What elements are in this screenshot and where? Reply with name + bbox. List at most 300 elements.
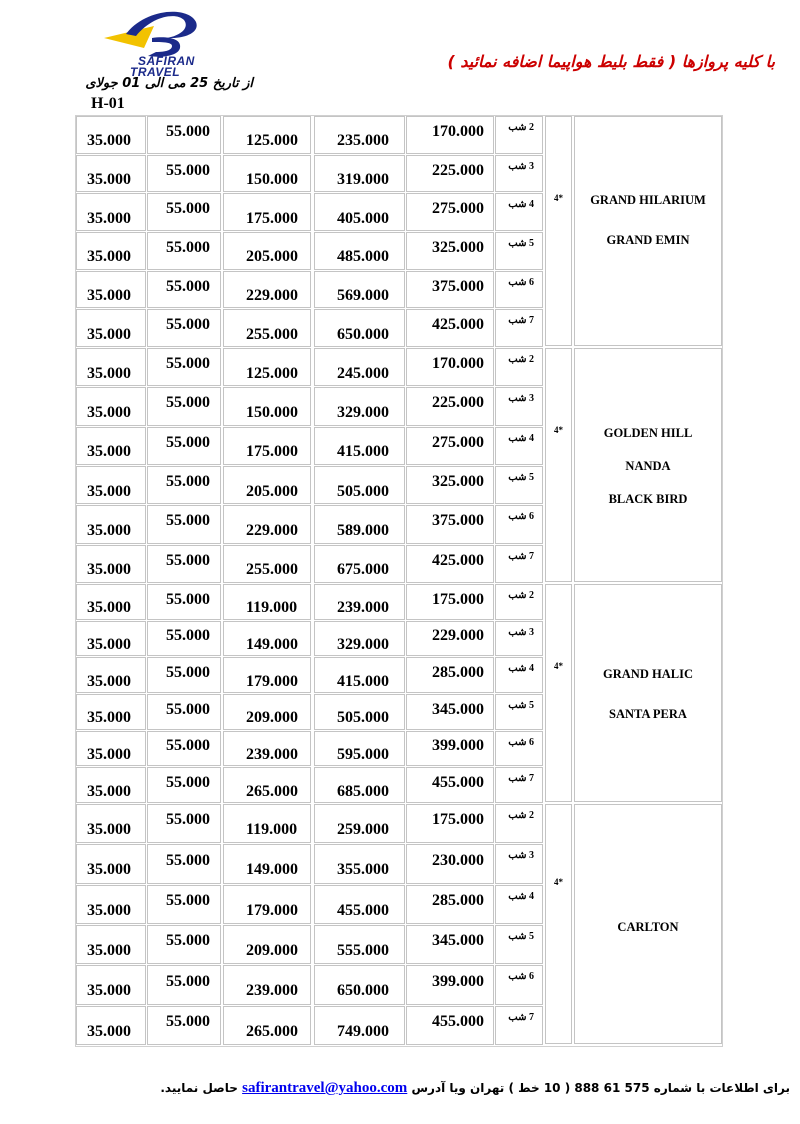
price-value: 35.000 [87, 132, 131, 150]
nights-cell [495, 767, 543, 803]
price-value: 35.000 [87, 209, 131, 227]
hotel-name: GRAND EMIN [606, 233, 690, 247]
price-value: 239.000 [337, 599, 389, 617]
price-value: 749.000 [337, 1022, 389, 1040]
price-cell [76, 621, 146, 657]
logo-blue-arc-shape [126, 12, 197, 38]
price-cell [76, 155, 146, 193]
price-value: 505.000 [337, 709, 389, 727]
price-cell [314, 155, 405, 193]
price-value: 415.000 [337, 443, 389, 461]
star-rating: 4* [554, 425, 563, 435]
price-value: 55.000 [166, 932, 210, 950]
date-range: از تاریخ 25 می الی 01 جولای [85, 76, 253, 91]
price-cell [147, 466, 221, 504]
price-cell [406, 387, 494, 425]
price-value: 170.000 [432, 355, 484, 373]
price-cell [76, 271, 146, 309]
star-rating: 4* [554, 877, 563, 887]
price-cell [147, 694, 221, 730]
price-value: 265.000 [246, 1022, 298, 1040]
price-cell [314, 309, 405, 347]
price-cell [223, 844, 311, 883]
nights-label: 3 شب [508, 850, 534, 862]
price-value: 225.000 [432, 394, 484, 412]
price-value: 35.000 [87, 820, 131, 838]
price-value: 125.000 [246, 364, 298, 382]
nights-cell [495, 1006, 543, 1045]
price-cell [76, 387, 146, 425]
price-value: 229.000 [432, 627, 484, 645]
price-cell [76, 657, 146, 693]
price-cell [76, 804, 146, 843]
price-cell [314, 694, 405, 730]
price-value: 650.000 [337, 982, 389, 1000]
nights-cell [495, 505, 543, 543]
price-cell [314, 885, 405, 924]
nights-cell [495, 925, 543, 964]
price-cell [406, 348, 494, 386]
hotel-names-cell [574, 348, 722, 582]
price-value: 209.000 [246, 709, 298, 727]
price-value: 255.000 [246, 325, 298, 343]
price-value: 55.000 [166, 238, 210, 256]
price-value: 455.000 [432, 773, 484, 791]
nights-cell [495, 427, 543, 465]
price-cell [314, 844, 405, 883]
price-cell [76, 731, 146, 767]
price-value: 325.000 [432, 238, 484, 256]
price-value: 55.000 [166, 473, 210, 491]
price-cell [314, 116, 405, 154]
price-value: 55.000 [166, 891, 210, 909]
price-cell [406, 271, 494, 309]
price-value: 245.000 [337, 364, 389, 382]
price-cell [223, 466, 311, 504]
price-value: 275.000 [432, 433, 484, 451]
price-value: 35.000 [87, 672, 131, 690]
nights-label: 3 شب [508, 626, 534, 638]
price-value: 229.000 [246, 521, 298, 539]
nights-label: 5 شب [508, 238, 534, 249]
price-cell [223, 767, 311, 803]
hotel-name: BLACK BIRD [608, 492, 688, 506]
price-value: 35.000 [87, 636, 131, 654]
price-value: 255.000 [246, 561, 298, 579]
price-value: 589.000 [337, 521, 389, 539]
price-cell [314, 505, 405, 543]
price-value: 55.000 [166, 355, 210, 373]
price-value: 35.000 [87, 861, 131, 879]
price-cell [147, 427, 221, 465]
price-value: 455.000 [337, 901, 389, 919]
price-cell [147, 309, 221, 347]
price-cell [406, 657, 494, 693]
nights-cell [495, 584, 543, 620]
price-cell [147, 767, 221, 803]
price-value: 275.000 [432, 200, 484, 218]
price-cell [147, 271, 221, 309]
price-cell [223, 694, 311, 730]
price-value: 170.000 [432, 122, 484, 140]
nights-cell [495, 116, 543, 154]
star-rating-cell [545, 584, 572, 802]
footer-text-before: برای اطلاعات با شماره 575 61 888 ( 10 خط ) تهران ویا آدرس [411, 1081, 790, 1095]
price-cell [76, 193, 146, 231]
price-cell [147, 193, 221, 231]
price-value: 55.000 [166, 394, 210, 412]
price-value: 425.000 [432, 551, 484, 569]
price-value: 239.000 [246, 746, 298, 764]
price-cell [223, 505, 311, 543]
price-cell [314, 804, 405, 843]
price-cell [406, 694, 494, 730]
nights-cell [495, 155, 543, 193]
price-value: 119.000 [246, 599, 298, 617]
price-value: 35.000 [87, 782, 131, 800]
price-cell [314, 232, 405, 270]
price-value: 55.000 [166, 590, 210, 608]
price-value: 55.000 [166, 972, 210, 990]
star-rating-cell [545, 116, 572, 346]
star-rating: 4* [554, 661, 563, 671]
price-cell [223, 804, 311, 843]
price-cell [147, 885, 221, 924]
price-cell [223, 965, 311, 1004]
nights-cell [495, 621, 543, 657]
price-value: 150.000 [246, 403, 298, 421]
price-cell [147, 505, 221, 543]
price-cell [76, 767, 146, 803]
price-cell [314, 731, 405, 767]
price-value: 55.000 [166, 773, 210, 791]
price-value: 35.000 [87, 286, 131, 304]
email-link[interactable]: safirantravel@yahoo.com [242, 1080, 408, 1096]
footer-text-after: حاصل نمایید. [160, 1081, 238, 1095]
price-cell [223, 731, 311, 767]
price-value: 555.000 [337, 941, 389, 959]
nights-label: 2 شب [508, 354, 534, 365]
flight-notice: با کلیه پروازها ( فقط بلیط هواپیما اضافه نمائید ) [447, 52, 775, 71]
price-cell [314, 545, 405, 583]
price-value: 685.000 [337, 782, 389, 800]
package-code: H-01 [91, 95, 125, 112]
price-value: 35.000 [87, 599, 131, 617]
price-value: 35.000 [87, 248, 131, 266]
hotel-names-cell [574, 584, 722, 802]
nights-cell [495, 387, 543, 425]
nights-cell [495, 466, 543, 504]
price-cell [223, 155, 311, 193]
price-value: 235.000 [337, 132, 389, 150]
price-cell [314, 466, 405, 504]
nights-label: 2 شب [508, 590, 534, 601]
nights-label: 5 شب [508, 472, 534, 483]
price-value: 399.000 [432, 737, 484, 755]
price-cell [147, 731, 221, 767]
price-value: 35.000 [87, 325, 131, 343]
price-cell [147, 925, 221, 964]
price-value: 55.000 [166, 1012, 210, 1030]
hotel-name: CARLTON [617, 920, 679, 934]
price-value: 225.000 [432, 161, 484, 179]
price-cell [76, 584, 146, 620]
star-rating-cell [545, 804, 572, 1044]
price-cell [147, 155, 221, 193]
nights-cell [495, 844, 543, 883]
nights-label: 3 شب [508, 393, 534, 405]
price-value: 55.000 [166, 277, 210, 295]
price-value: 230.000 [432, 851, 484, 869]
price-cell [76, 116, 146, 154]
price-cell [223, 584, 311, 620]
nights-cell [495, 348, 543, 386]
nights-label: 7 شب [508, 1011, 534, 1023]
price-value: 205.000 [246, 248, 298, 266]
price-value: 285.000 [432, 891, 484, 909]
price-cell [76, 466, 146, 504]
price-value: 175.000 [432, 811, 484, 829]
price-table [75, 115, 723, 1047]
price-value: 35.000 [87, 364, 131, 382]
price-cell [223, 348, 311, 386]
hotel-name: GRAND HALIC [603, 667, 693, 681]
price-value: 650.000 [337, 325, 389, 343]
price-value: 55.000 [166, 512, 210, 530]
price-cell [314, 1006, 405, 1045]
nights-label: 6 شب [508, 511, 534, 523]
nights-label: 6 شب [508, 276, 534, 288]
price-value: 55.000 [166, 433, 210, 451]
nights-cell [495, 545, 543, 583]
price-cell [223, 1006, 311, 1045]
price-cell [406, 505, 494, 543]
price-value: 595.000 [337, 746, 389, 764]
price-value: 239.000 [246, 982, 298, 1000]
price-cell [406, 466, 494, 504]
price-cell [406, 965, 494, 1004]
nights-cell [495, 804, 543, 843]
price-value: 375.000 [432, 277, 484, 295]
price-cell [406, 885, 494, 924]
nights-cell [495, 657, 543, 693]
price-cell [147, 621, 221, 657]
price-value: 35.000 [87, 709, 131, 727]
hotel-name: GOLDEN HILL [603, 426, 693, 440]
price-value: 375.000 [432, 512, 484, 530]
price-value: 119.000 [246, 820, 298, 838]
price-cell [314, 925, 405, 964]
price-cell [76, 505, 146, 543]
price-cell [147, 657, 221, 693]
nights-cell [495, 731, 543, 767]
price-value: 35.000 [87, 170, 131, 188]
nights-label: 7 شب [508, 315, 534, 327]
nights-cell [495, 965, 543, 1004]
price-cell [406, 621, 494, 657]
price-value: 205.000 [246, 482, 298, 500]
star-rating: 4* [554, 193, 563, 203]
price-value: 179.000 [246, 672, 298, 690]
price-cell [314, 584, 405, 620]
price-cell [147, 1006, 221, 1045]
price-cell [76, 427, 146, 465]
price-cell [76, 925, 146, 964]
price-cell [223, 545, 311, 583]
price-cell [223, 271, 311, 309]
price-value: 35.000 [87, 482, 131, 500]
price-cell [314, 348, 405, 386]
price-cell [223, 387, 311, 425]
price-value: 329.000 [337, 636, 389, 654]
price-cell [147, 804, 221, 843]
price-value: 505.000 [337, 482, 389, 500]
price-cell [406, 1006, 494, 1045]
price-value: 35.000 [87, 443, 131, 461]
price-value: 125.000 [246, 132, 298, 150]
contact-footer [130, 1080, 790, 1097]
price-value: 325.000 [432, 473, 484, 491]
price-cell [76, 885, 146, 924]
price-cell [76, 844, 146, 883]
price-value: 149.000 [246, 636, 298, 654]
price-cell [314, 193, 405, 231]
price-value: 415.000 [337, 672, 389, 690]
price-cell [406, 545, 494, 583]
price-value: 399.000 [432, 972, 484, 990]
price-cell [147, 965, 221, 1004]
price-cell [406, 116, 494, 154]
price-value: 455.000 [432, 1012, 484, 1030]
price-cell [147, 348, 221, 386]
price-value: 329.000 [337, 403, 389, 421]
price-value: 285.000 [432, 663, 484, 681]
price-cell [314, 427, 405, 465]
nights-cell [495, 193, 543, 231]
price-cell [406, 731, 494, 767]
nights-label: 4 شب [508, 199, 534, 211]
price-value: 405.000 [337, 209, 389, 227]
price-value: 55.000 [166, 316, 210, 334]
price-value: 485.000 [337, 248, 389, 266]
price-cell [223, 621, 311, 657]
price-value: 675.000 [337, 561, 389, 579]
nights-label: 6 شب [508, 736, 534, 748]
price-value: 35.000 [87, 1022, 131, 1040]
price-value: 150.000 [246, 170, 298, 188]
price-value: 569.000 [337, 286, 389, 304]
price-value: 175.000 [432, 590, 484, 608]
nights-cell [495, 271, 543, 309]
price-value: 55.000 [166, 200, 210, 218]
hotel-names-cell [574, 116, 722, 346]
price-cell [314, 387, 405, 425]
price-cell [223, 925, 311, 964]
price-value: 179.000 [246, 901, 298, 919]
price-cell [223, 657, 311, 693]
price-value: 35.000 [87, 746, 131, 764]
price-value: 55.000 [166, 737, 210, 755]
price-cell [406, 193, 494, 231]
nights-label: 3 شب [508, 160, 534, 172]
nights-label: 5 شب [508, 700, 534, 711]
nights-label: 2 شب [508, 810, 534, 821]
price-cell [76, 348, 146, 386]
price-value: 319.000 [337, 170, 389, 188]
logo-brand-line2: TRAVEL [130, 65, 181, 79]
star-rating-cell [545, 348, 572, 582]
price-value: 345.000 [432, 932, 484, 950]
nights-label: 6 شب [508, 971, 534, 983]
logo-brand-line1: SAFIRAN [138, 54, 195, 68]
hotel-name: GRAND HILARIUM [590, 193, 706, 207]
price-cell [223, 232, 311, 270]
price-value: 265.000 [246, 782, 298, 800]
price-value: 425.000 [432, 316, 484, 334]
price-cell [406, 767, 494, 803]
price-cell [406, 232, 494, 270]
price-cell [223, 309, 311, 347]
price-cell [223, 427, 311, 465]
price-cell [314, 271, 405, 309]
price-cell [76, 1006, 146, 1045]
price-cell [76, 545, 146, 583]
price-cell [406, 155, 494, 193]
price-value: 355.000 [337, 861, 389, 879]
price-cell [314, 965, 405, 1004]
price-value: 35.000 [87, 561, 131, 579]
price-value: 35.000 [87, 403, 131, 421]
price-value: 175.000 [246, 209, 298, 227]
price-cell [314, 657, 405, 693]
price-value: 259.000 [337, 820, 389, 838]
price-value: 209.000 [246, 941, 298, 959]
price-value: 35.000 [87, 901, 131, 919]
price-value: 55.000 [166, 627, 210, 645]
price-cell [147, 844, 221, 883]
nights-cell [495, 232, 543, 270]
nights-label: 7 شب [508, 773, 534, 785]
price-value: 35.000 [87, 982, 131, 1000]
price-cell [223, 193, 311, 231]
price-value: 35.000 [87, 941, 131, 959]
price-cell [76, 694, 146, 730]
price-cell [147, 387, 221, 425]
nights-label: 4 شب [508, 890, 534, 902]
price-value: 55.000 [166, 663, 210, 681]
price-cell [76, 309, 146, 347]
nights-cell [495, 694, 543, 730]
hotel-names-cell [574, 804, 722, 1044]
price-cell [223, 116, 311, 154]
price-value: 35.000 [87, 521, 131, 539]
price-cell [147, 545, 221, 583]
price-value: 345.000 [432, 700, 484, 718]
nights-label: 7 شب [508, 550, 534, 562]
hotel-name: NANDA [625, 459, 671, 473]
price-cell [76, 965, 146, 1004]
price-cell [406, 309, 494, 347]
price-cell [406, 584, 494, 620]
price-cell [314, 767, 405, 803]
logo-yellow-wing-shape [104, 26, 154, 48]
price-cell [314, 621, 405, 657]
price-value: 175.000 [246, 443, 298, 461]
price-value: 55.000 [166, 851, 210, 869]
price-value: 55.000 [166, 700, 210, 718]
price-cell [223, 885, 311, 924]
price-cell [76, 232, 146, 270]
